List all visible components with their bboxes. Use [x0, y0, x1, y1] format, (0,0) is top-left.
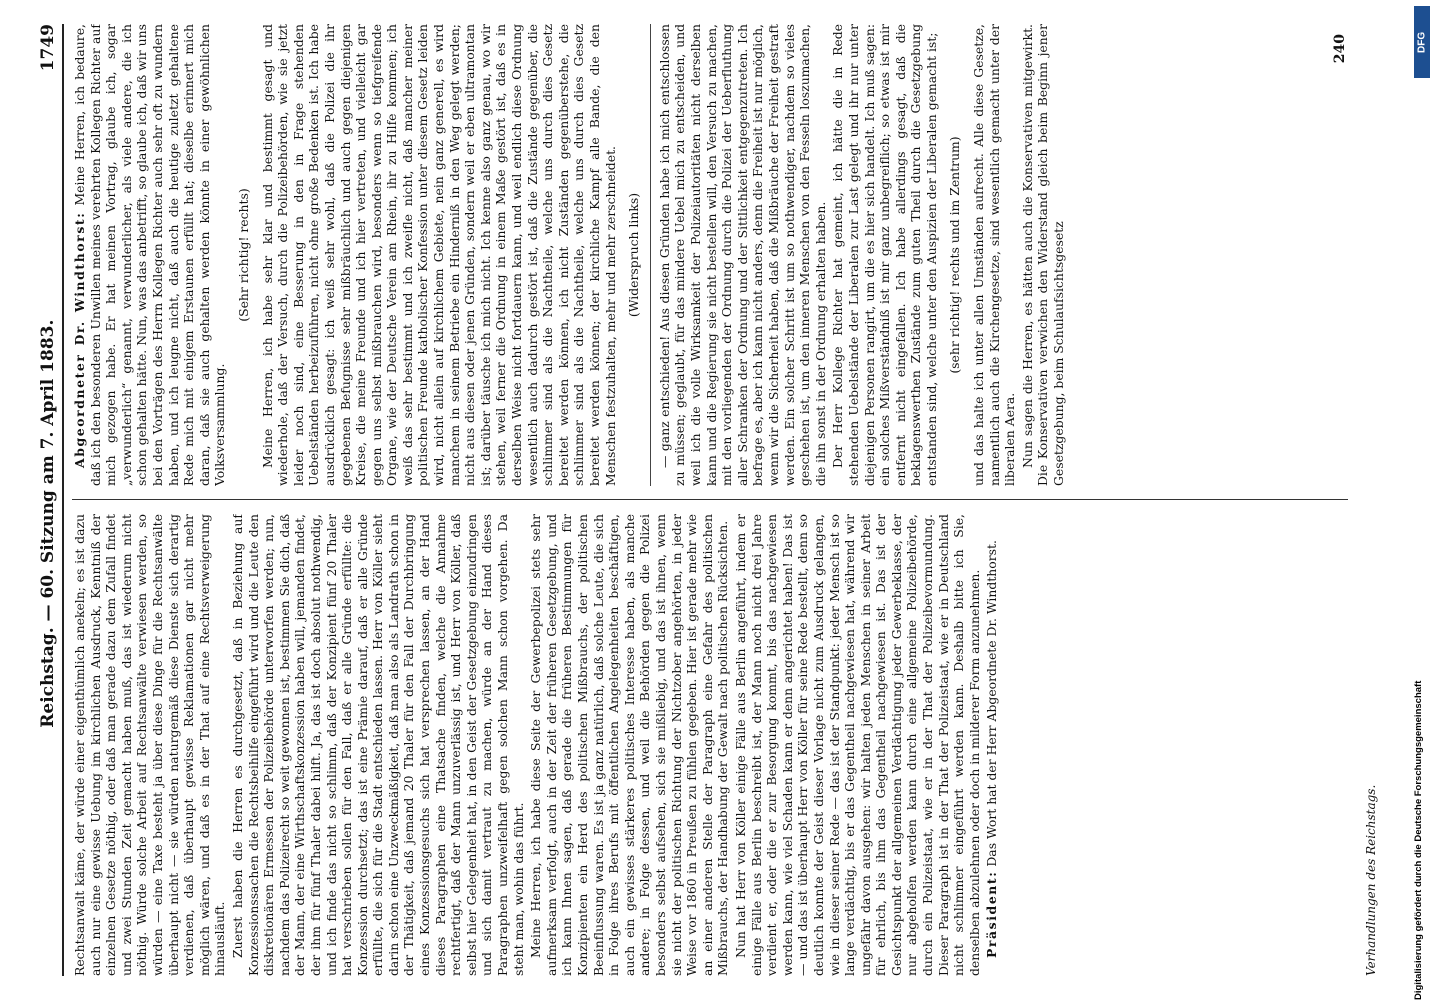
windthorst-speech-4: Der Herr Kollege Richter hat gemeint, ich hätte die in Rede stehenden Uebelstände der Liberalen zur Last gelegt und ihr nur unter diejenigen Personen rangirt, um die es hier sich handelt. Ich muß sagen: ein solches Mißverständniß ist mir ganz unbegreiflich; so etwas ist mir entfernt nicht eingefallen. Ich habe allerdings gesagt, daß die beklagenswerthen Zustände zum guten Theil durch die Gesetzgebung entstanden sind, welche unter den Auspizien der Liberalen gemacht ist;: [830, 24, 939, 486]
windthorst-paragraph-1: [72, 24, 228, 486]
interjection-2: (Widerspruch links): [626, 192, 642, 318]
windthorst-speech-5: und das halte ich unter allen Umständen aufrecht. Alle diese Gesetze, namentlich auch die Kirchengesetze, sind wesentlich gemacht unter der liberalen Aera.: [971, 24, 1018, 486]
windthorst-speech-3: — ganz entschieden! Aus diesen Gründen habe ich mich entschlossen zu müssen; geglaubt, für das mindere Uebel mich zu entscheiden, und weil ich die volle Wirksamkeit der Polizeiautoritäten nicht derselben kann und die Regierung sie nicht bestellen will, den Versuch zu machen, mit den vorliegenden der Ordnung durch die Polizei der Ueberfluthung aller Schranken der Ordnung und der Sittlichkeit entgegenzutreten. Ich befrage es, aber ich kann nicht anders, denn die Freiheit ist nur möglich, wenn wir die Sicherheit haben, daß die Mißbräuche der Freiheit gestraft werden. Ein solcher Schritt ist um so nothwendiger, nachdem so vieles geschehen ist, um den inneren Menschen von den Fesseln loszumachen, die ihn sonst in der Ordnung erhalten haben.: [650, 24, 829, 486]
windthorst-speech-1: Meine Herren, ich bedaure, daß ich den besonderen Unwillen meines verehrten Kollegen Richter auf mich gezogen habe. Er hat meinen Vortrag, glaube ich, sogar „verwunderlich“ genannt, verwunderlicher, als viele andere, die ich schon gehalten hätte. Nun, was das anbetrifft, so glaube ich, daß wir uns bei den Vorträgen des Herrn Kollegen Richter auch sehr oft zu wundern haben, und ich leugne nicht, daß auch die heutige zuletzt gehaltene Rede mich mit einigem Erstaunen erfüllt hat; dieselbe erinnert mich daran, daß sie auch gehalten werden könnte in einer gewöhnlichen Volksversammlung.: [72, 24, 228, 486]
president-speaker-label: Präsident:: [984, 870, 1000, 958]
left-paragraph-3: Meine Herren, ich habe diese Seite der Gewerbepolizei stets sehr aufmerksam verfolgt, auch in der Zeit der früheren Gesetzgebung, und ich kann Ihnen sagen, daß gerade die früheren Bestimmungen für Konzipienten ein Herd des politischen Mißbrauchs, der politischen Beeinflussung waren. Es ist ja ganz natürlich, daß solche Leute, die sich in Folge ihres Berufs mit öffentlichen Angelegenheiten beschäftigen, auch ein gewisses stärkeres politisches Interesse haben, als manche andere; in Folge dessen, und weil die Behörden gegen die Polizei besonders selbst aufsehen, sich sie mißliebig, und das ist ihnen, wenn sie nicht der politischen Richtung der Nichtzober angehörten, in jeder Weise vor 1860 in Preußen zu fühlen gegeben. Hier ist gerade mehr wie an einer anderen Stelle der Paragraph eine Gefahr des politischen Mißbrauchs, der Handhabung der Gewalt nach politischen Rücksichten.: [528, 514, 731, 976]
page-header: [24, 24, 64, 976]
document-page: [18, 14, 1388, 986]
funding-notice: Digitalisierung gefördert durch die Deutsche Forschungsgemeinschaft: [1413, 680, 1424, 1000]
interjection-3: (sehr richtig! rechts und im Zentrum): [947, 136, 963, 374]
footer-proceedings-label: Verhandlungen des Reichstags.: [1364, 784, 1378, 976]
president-text: Das Wort hat der Herr Abgeordnete Dr. Windthorst.: [984, 540, 1000, 867]
dfg-logo: DFG: [1414, 6, 1430, 78]
windthorst-speaker-label: Abgeordneter Dr. Windthorst:: [72, 211, 87, 468]
right-text-column: [72, 24, 1348, 486]
footer-signature-number: 240: [1332, 34, 1348, 64]
left-text-column: [72, 514, 1348, 976]
left-paragraph-2: Zuerst haben die Herren es durchgesetzt, daß in Beziehung auf Konzessionssachen die Rechtsbeihilfe eingeführt wird und die Leute den diskretionären Ermessen der Polizeibehörde unterworfen werden; nun, nachdem das Polizeirecht so weit gewonnen ist, bestimmen Sie dich, daß der Mann, der eine Wirthschaftskonzession haben will, jemanden findet, der ihm für fünf Thaler dabei hilft. Ja, das ist doch absolut nothwendig, und ich finde das nicht so schlimm, daß der Konzipient fünf 20 Thaler hat verschrieben sollen für den Fall, daß er alle Gründe erfüllte: die Konzession durchsetzt; das ist eine Prämie darauf, daß er alle Gründe erfüllte, die sich für die Stadt entschieden lassen. Herr von Köller sieht darin schon eine Unzweckmäßigkeit, daß man also als Landrath schon in der Thätigkeit, daß jemand 20 Thaler für den Fall der Durchbringung eines Konzessionsgesuchs sich hat versprechen lassen, an der Hand dieses Paragraphen eine Thatsache finden, welche die Annahme rechtfertigt, daß der Mann unzuverlässig ist, und Herr von Köller, daß selbst hier Gelegenheit hat, in den Geist der Gesetzgebung einzudringen und sich damit vertraut zu machen, würde an der Hand dieses Paragraphen unzweifelhaft gegen solchen Mann schon vorgehen. Da steht man, wohin das führt.: [229, 514, 526, 976]
header-page-number: 1749: [38, 24, 58, 72]
left-paragraph-1: Rechtsanwalt käme, der würde einer eigenthümlich anekeln; es ist dazu auch nur eine gewisse Uebung im kirchlichen Ausdruck, Kenntniß der einzelnen Gesetze nöthig, oder daß man gerade dazu dem Zufall findet und zwei Stunden Zeit gemacht haben muß, das ist wiederum nicht nöthig. Würde solche Arbeit auf Rechtsanwälte verwiesen werden, so würden — eine Taxe besteht ja über diese Dinge für die Rechtsanwälte überhaupt nicht — sie würden naturgemäß diese Dienste sich derartig verdienen, daß überhaupt gewisse Reklamationen gar nicht mehr möglich wären, und daß es in der That auf eine Rechtsverweigerung hinausläuft.: [72, 514, 228, 976]
windthorst-speech-6: Nun sagen die Herren, es hätten auch die Konservativen mitgewirkt. Die Konservativen verwichen den Widerstand gleich beim Beginn jener Gesetzgebung, beim Schulaufsichtsgesetz: [1019, 24, 1067, 486]
windthorst-speech-2: Meine Herren, ich habe sehr klar und bestimmt gesagt und wiederhole, daß der Versuch, durch die Polizeibehörden, wie sie jetzt leider noch sind, eine Besserung in den in Frage stehenden Uebelständen herbeizuführen, nicht ohne große Bedenken ist. Ich habe ausdrücklich gesagt: ich weiß sehr wohl, daß die Polizei die ihr gegebenen Befugnisse sehr mißbräuchlich und auch gegen diejenigen Kreise, die meine Freunde und ich hier vertreten, und vielleicht gar gegen uns selbst mißbrauchen wird, besonders wenn so tiefgreifende Organe, wie der Deutsche Verein am Rhein, ihr zu Hilfe kommen; ich weiß das sehr bestimmt und ich zweifle nicht, daß mancher meiner politischen Freunde katholischer Konfession unter diesem Gesetz leiden wird, nicht allein auf kirchlichem Gebiete, nein ganz generell, es wird manchem in seinem Betriebe ein Hinderniß in den Weg gelegt werden; nicht aus diesen oder jenen Gründen, sondern weil er eben ultramontan ist; darüber täusche ich mich nicht. Ich kenne also ganz genau, wo wir stehen, weil ferner die Ordnung in einem Maße gestört ist, daß es in derselben Weise nicht fortdauern kann, und weil endlich diese Ordnung wesentlich auch dadurch gestört ist, daß die Zustände gegenüber, die schlimmer sind als die Nachtheile, welche uns durch dies Gesetz bereitet werden können, ich nicht Zuständen gegenüberstehe, die schlimmer sind als die Nachtheile, welche uns durch dies Gesetz bereitet werden können; der kirchliche Kampf alle Bande, die den Menschen festzuhalten, mehr und mehr zerschneidet.: [259, 24, 618, 486]
interjection-1: (Sehr richtig! rechts): [235, 188, 251, 322]
left-paragraph-4: Nun hat Herr von Köller einige Fälle aus Berlin angeführt, indem er einige Fälle aus Berlin beschreibt ist, der Mann noch nicht drei Jahre verdient er, oder die er zur Besorgung kommt, bis das nachgewiesen werden kann, wie viel Schaden kann er denn angerichtet haben! Das ist — und das ist überhaupt Herr von Köller für seine Rede bestellt, denn so deutlich konnte der Geist dieser Vorlage nicht zum Ausdruck gelangen, wie in dieser seiner Rede — das ist der Standpunkt: jeder Mensch ist so lange verdächtig, bis er das Gegentheil nachgewiesen hat, während wir ungefähr davon ausgehen: wir halten jeden Menschen in seiner Arbeit für ehrlich, bis ihm das Gegentheil nachgewiesen ist. Das ist der Gesichtspunkt der allgemeinen Verdächtigung jeder Gewerbeklasse, der nur abgeholfen werden kann durch eine allgemeine Polizeibehörde, durch ein Polizeistaat, wie er in der That der Polizeibevormundung. Dieser Paragraph ist in der That der Polizeistaat, wie er in Deutschland nicht schlimmer eingeführt werden kann. Deshalb bitte ich Sie, denselben abzulehnen oder doch in milderer Form anzunehmen.: [732, 514, 982, 976]
column-divider: [72, 499, 1348, 500]
header-session-title: Reichstag. — 60. Sitzung am 7. April 1883.: [38, 319, 58, 728]
president-paragraph: [984, 514, 1000, 976]
